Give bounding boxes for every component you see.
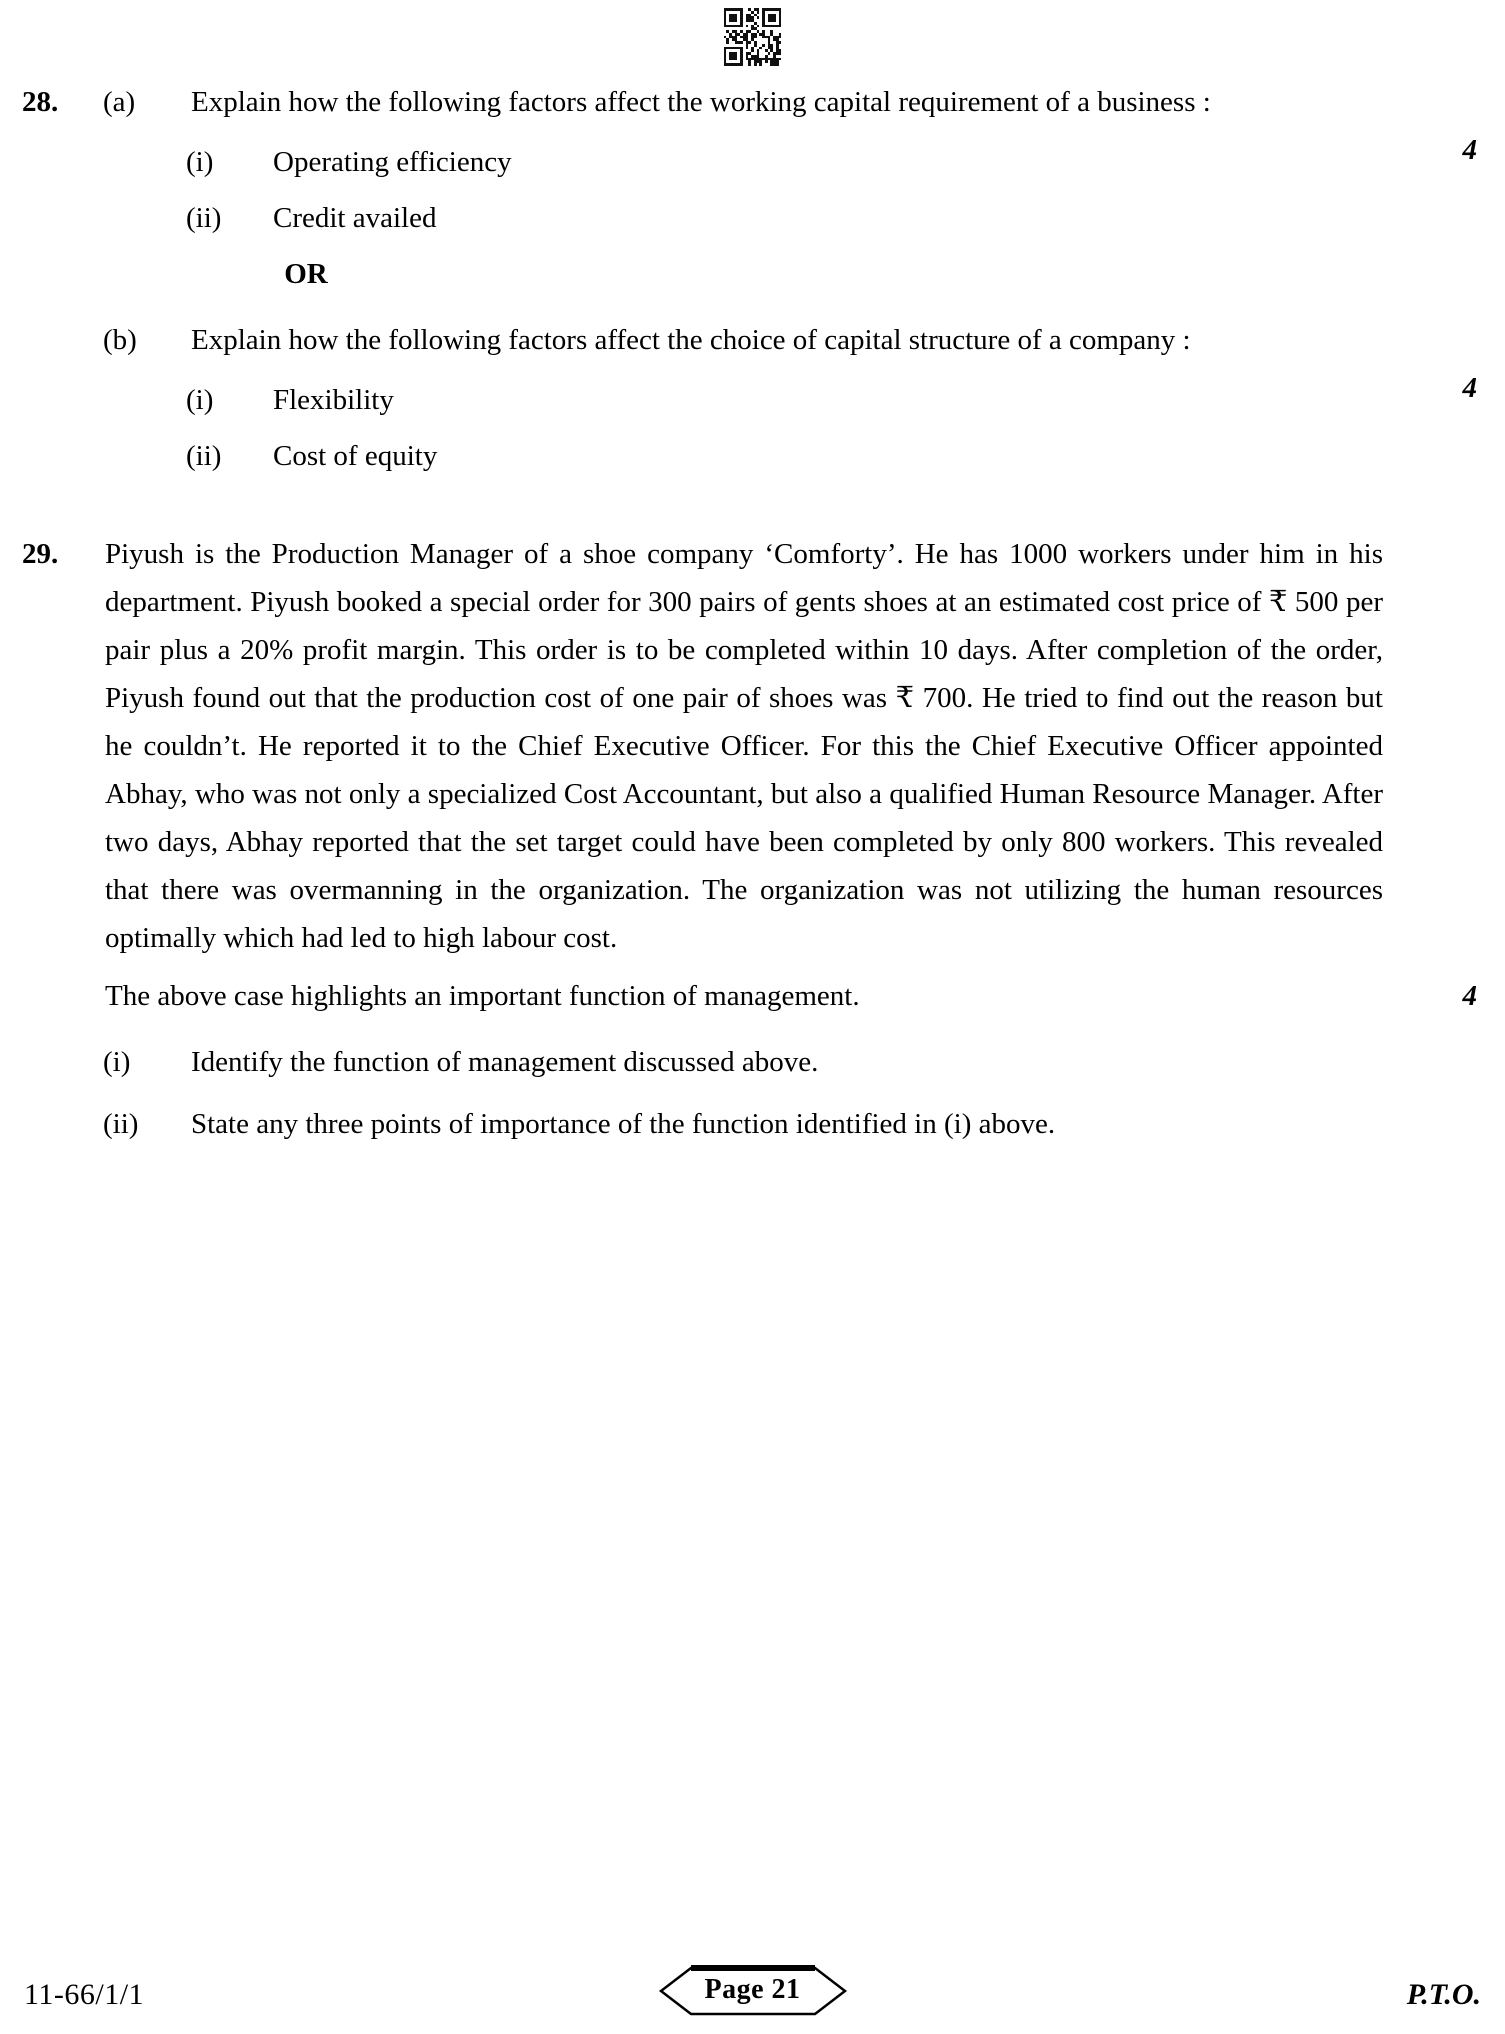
subpart-label-29-i: (i): [103, 1046, 131, 1078]
marks-29: 4: [1462, 980, 1477, 1012]
question-28b-text: Explain how the following factors affect the choice of capital structure of a company :: [191, 324, 1191, 356]
question-29-case-text: Piyush is the Production Manager of a shoe company ‘Comforty’. He has 1000 workers under him in his department. Piyush booked a special order for 300 pairs of gents shoes at an estimated cost price of ₹ 500 per pair plus a 20% profit margin. This order is to be completed within 10 days. After completion of the order, Piyush found out that the production cost of one pair of shoes was ₹ 700. He tried to find out the reason but he couldn’t. He reported it to the Chief Executive Officer. For this the Chief Executive Officer appointed Abhay, who was not only a specialized Cost Accountant, but also a qualified Human Resource Manager. After two days, Abhay reported that the set target could have been completed by only 800 workers. This revealed that there was overmanning in the organization. The organization was not utilizing the human resources optimally which had led to high labour cost.: [105, 538, 1383, 954]
question-29: [0, 530, 1505, 962]
subpart-label-i: (i): [186, 146, 214, 178]
subpart-label-b-ii: (ii): [186, 440, 222, 472]
page-footer: [0, 1952, 1505, 2012]
question-29-subpart-ii: [0, 1100, 1505, 1148]
question-28a-subpart-ii: [0, 194, 1505, 242]
question-28b-subpart-i: [0, 376, 1505, 424]
subpart-label-b-i: (i): [186, 384, 214, 416]
part-label-b: (b): [103, 324, 137, 356]
subpart-29-ii-text: State any three points of importance of the function identified in (i) above.: [191, 1108, 1056, 1140]
question-number-28: 28.: [22, 86, 59, 118]
page-number-label: Page 21: [704, 1974, 801, 2005]
or-divider: OR: [284, 258, 328, 290]
qr-code-container: [0, 8, 1505, 66]
marks-28a: 4: [1462, 134, 1477, 166]
qr-code: [724, 8, 782, 66]
turn-over-label: P.T.O.: [1406, 1978, 1481, 2011]
subpart-label-29-ii: (ii): [103, 1108, 139, 1140]
page-content: [0, 78, 1505, 1148]
subpart-28a-i-text: Operating efficiency: [273, 146, 512, 178]
subpart-28b-ii-text: Cost of equity: [273, 440, 438, 472]
subpart-label-ii: (ii): [186, 202, 222, 234]
marks-28b: 4: [1462, 372, 1477, 404]
question-28a-subpart-i: [0, 138, 1505, 186]
question-28b-subpart-ii: [0, 432, 1505, 480]
paper-code: 11-66/1/1: [24, 1978, 145, 2011]
part-label-a: (a): [103, 86, 136, 118]
page-number-badge: [633, 1964, 873, 2018]
question-29-subpart-i: [0, 1038, 1505, 1086]
question-number-29: 29.: [22, 538, 59, 570]
question-29-lead: [0, 972, 1505, 1020]
subpart-28a-ii-text: Credit availed: [273, 202, 437, 234]
subpart-29-i-text: Identify the function of management discussed above.: [191, 1046, 819, 1078]
question-29-lead-text: The above case highlights an important function of management.: [105, 980, 860, 1012]
question-28a-text: Explain how the following factors affect the working capital requirement of a business :: [191, 86, 1211, 118]
subpart-28b-i-text: Flexibility: [273, 384, 394, 416]
